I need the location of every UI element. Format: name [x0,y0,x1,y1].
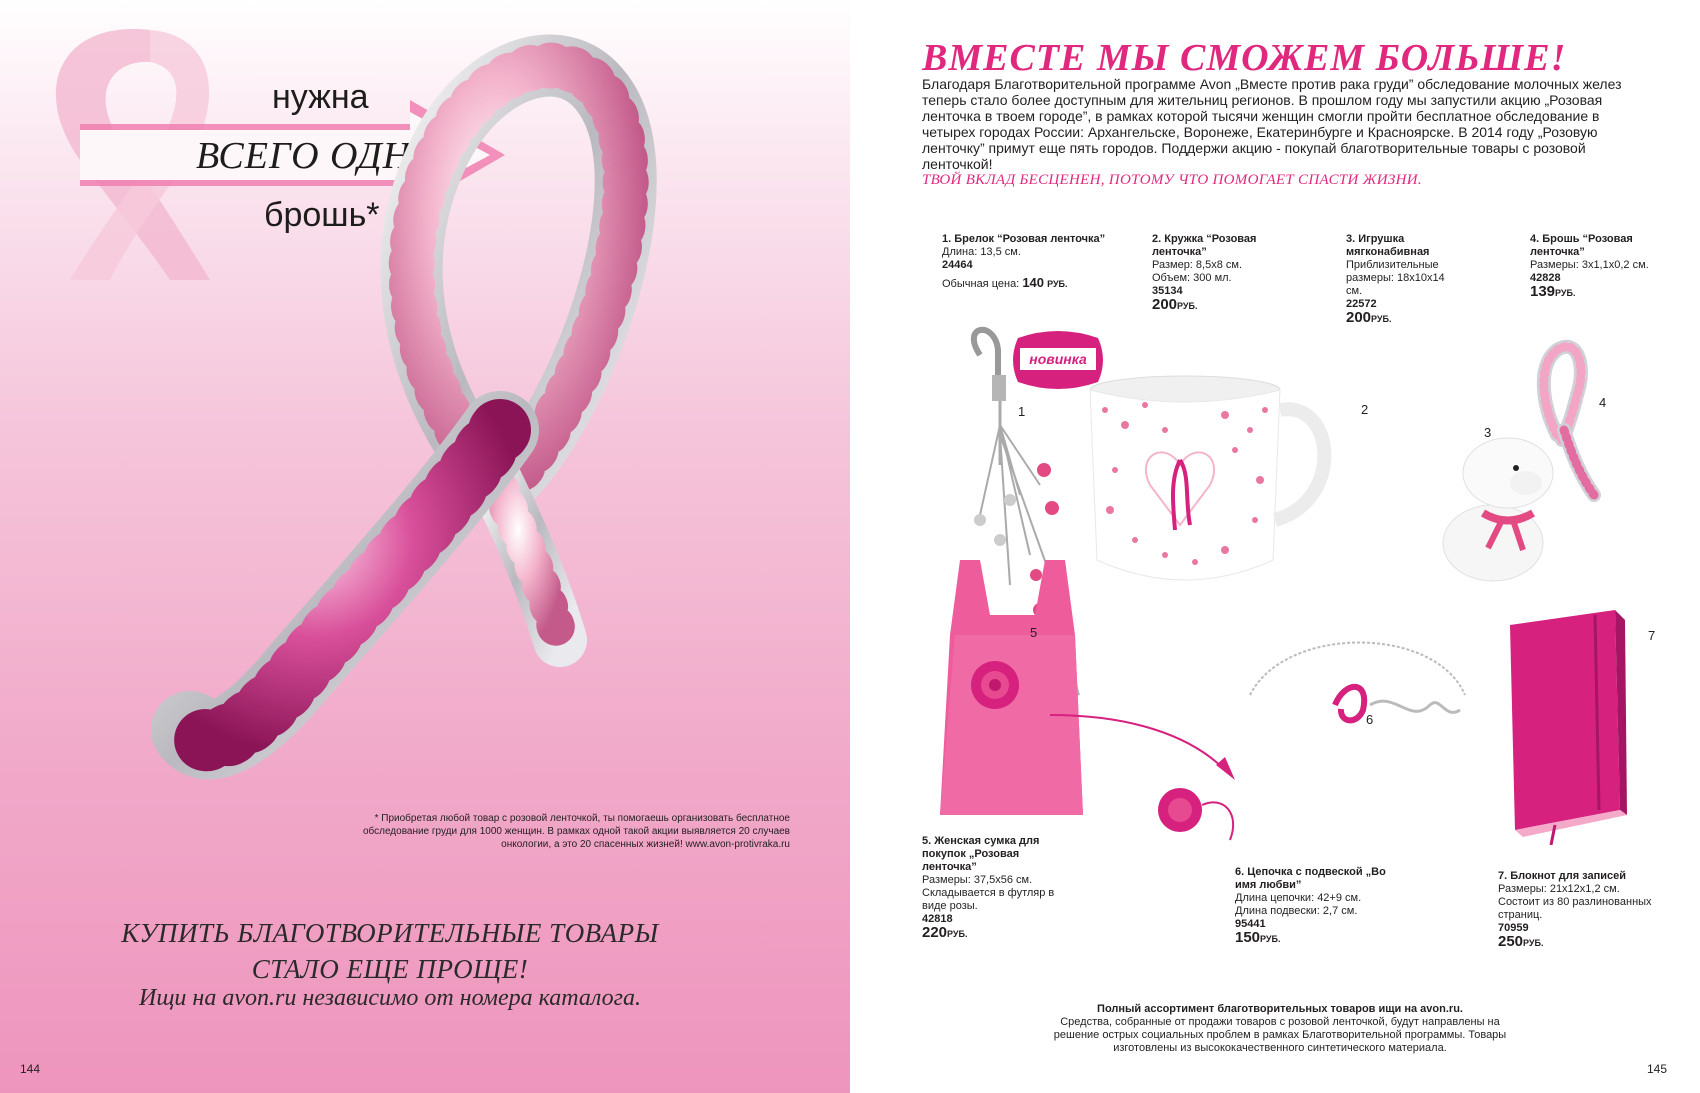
product-detail: Состоит из 80 разлинованных страниц. [1498,896,1652,921]
intro-paragraph: Благодаря Благотворительной программе Avon „Вместе против рака груди” обследование молочных желез теперь стало более доступным для жительниц регионов. В прошлом году мы запустили акцию „Розовая ленточка в твоем городе”, в рамках которой тысячи женщин смогли пройти бесплатное обследование в четырех городах России: Архангельске, Воронеже, Екатеринбурге и Красноярске. В 2014 году „Розовую ленточку” примут еще пять городов. Поддержи акцию - покупай благотворительные товары с розовой ленточкой! [922,76,1622,172]
regular-price [942,276,1122,291]
product-4-info [1530,233,1670,300]
product-price: 200 [1346,309,1372,326]
product-price: 200 [1152,296,1178,313]
left-footnote: * Приобретая любой товар с розовой ленточкой, ты помогаешь организовать бесплатное обследование груди для 1000 женщин. В рамках одной такой акции выявляется 20 случаев онкологии, а это 20 спасенных жизней! www.avon-protivraka.ru [362,813,790,850]
item-number-2: 2 [1361,402,1369,417]
product-price: 139 [1530,283,1556,300]
product-price: 220 [922,924,948,941]
necklace-image [1245,585,1475,745]
product-detail: Длина подвески: 2,7 см. [1235,905,1358,917]
product-detail: Размер: 8,5x8 см. [1152,259,1243,271]
item-number-5: 5 [1030,625,1038,640]
slogan: ТВОЙ ВКЛАД БЕСЦЕНЕН, ПОТОМУ ЧТО ПОМОГАЕТ СПАСТИ ЖИЗНИ. [922,172,1422,188]
product-code: 35134 [1152,285,1183,297]
headline-middle: ВСЕГО ОДНА [196,135,436,177]
headline-bottom: брошь* [264,196,380,234]
currency: РУБ. [1047,279,1068,289]
product-name: 5. Женская сумка для покупок „Розовая ленточка” [922,835,1040,873]
item-number-1: 1 [1018,404,1026,419]
product-7-info [1498,870,1668,950]
currency: РУБ. [1260,934,1281,944]
item-number-3: 3 [1484,425,1492,440]
currency: РУБ. [947,929,968,939]
product-5-info [922,835,1072,941]
currency: РУБ. [1523,938,1544,948]
product-detail: Размеры: 3x1,1x0,2 см. [1530,259,1649,271]
product-name: 4. Брошь “Розовая ленточка” [1530,233,1633,258]
footer-text: Средства, собранные от продажи товаров с розовой ленточкой, будут направлены на решение острых социальных проблем в рамках Благотворительной программы. Товары изготовлены из высококачественного синтетического материала. [1053,1016,1507,1054]
item-number-4: 4 [1599,395,1607,410]
product-detail: Длина цепочки: 42+9 см. [1235,892,1362,904]
product-2-info [1152,233,1262,313]
product-detail: Размеры: 21x12x1,2 см. [1498,883,1620,895]
arrow-icon [1040,705,1250,845]
ribbon-brooch-image [150,30,770,790]
product-code: 22572 [1346,298,1377,310]
product-detail: Размеры: 37,5x56 см. [922,874,1033,886]
currency: РУБ. [1177,301,1198,311]
footer-bold: Полный ассортимент благотворительных товаров ищи на avon.ru. [1097,1003,1463,1015]
product-code: 70959 [1498,922,1529,934]
product-code: 42828 [1530,272,1561,284]
notebook-image [1495,605,1630,845]
product-code: 42818 [922,913,953,925]
product-detail: Длина: 13,5 см. [942,246,1021,258]
product-1-info [942,233,1122,291]
product-price: 250 [1498,933,1524,950]
product-detail: Объем: 300 мл. [1152,272,1232,284]
buy-title-line1: КУПИТЬ БЛАГОТВОРИТЕЛЬНЫЕ ТОВАРЫ [121,918,659,948]
product-detail: Приблизительные размеры: 18x10x14 см. [1346,259,1445,297]
buy-title-line2: СТАЛО ЕЩЕ ПРОЩЕ! [251,954,529,984]
page-number-right: 145 [1647,1062,1668,1076]
right-page [850,0,1700,1093]
product-3-info [1346,233,1458,326]
product-name: 7. Блокнот для записей [1498,870,1627,882]
footer-note [1050,1003,1510,1055]
product-detail: Складывается в футляр в виде розы. [922,887,1055,912]
product-price: 140 [1022,275,1045,290]
item-number-6: 6 [1366,712,1374,727]
product-name: 3. Игрушка мягконабивная [1346,233,1430,258]
buy-title [90,915,690,987]
product-code: 24464 [942,259,973,271]
currency: РУБ. [1555,288,1576,298]
currency: РУБ. [1371,314,1392,324]
page-number-left: 144 [20,1062,41,1076]
search-text: Ищи на avon.ru независимо от номера каталога. [138,985,641,1011]
product-price: 150 [1235,929,1261,946]
product-code: 95441 [1235,918,1266,930]
regular-price-label: Обычная цена: [942,278,1020,290]
right-page-title: ВМЕСТЕ МЫ СМОЖЕМ БОЛЬШЕ! [922,37,1567,79]
product-name: 2. Кружка “Розовая ленточка” [1152,233,1257,258]
small-brooch-image [1522,335,1612,505]
new-badge-text: новинка [1029,351,1087,367]
product-6-info [1235,866,1395,946]
headline-top: нужна [272,78,369,116]
product-name: 6. Цепочка с подвеской „Во имя любви” [1235,866,1386,891]
product-name: 1. Брелок “Розовая ленточка” [942,233,1106,245]
item-number-7: 7 [1648,628,1656,643]
